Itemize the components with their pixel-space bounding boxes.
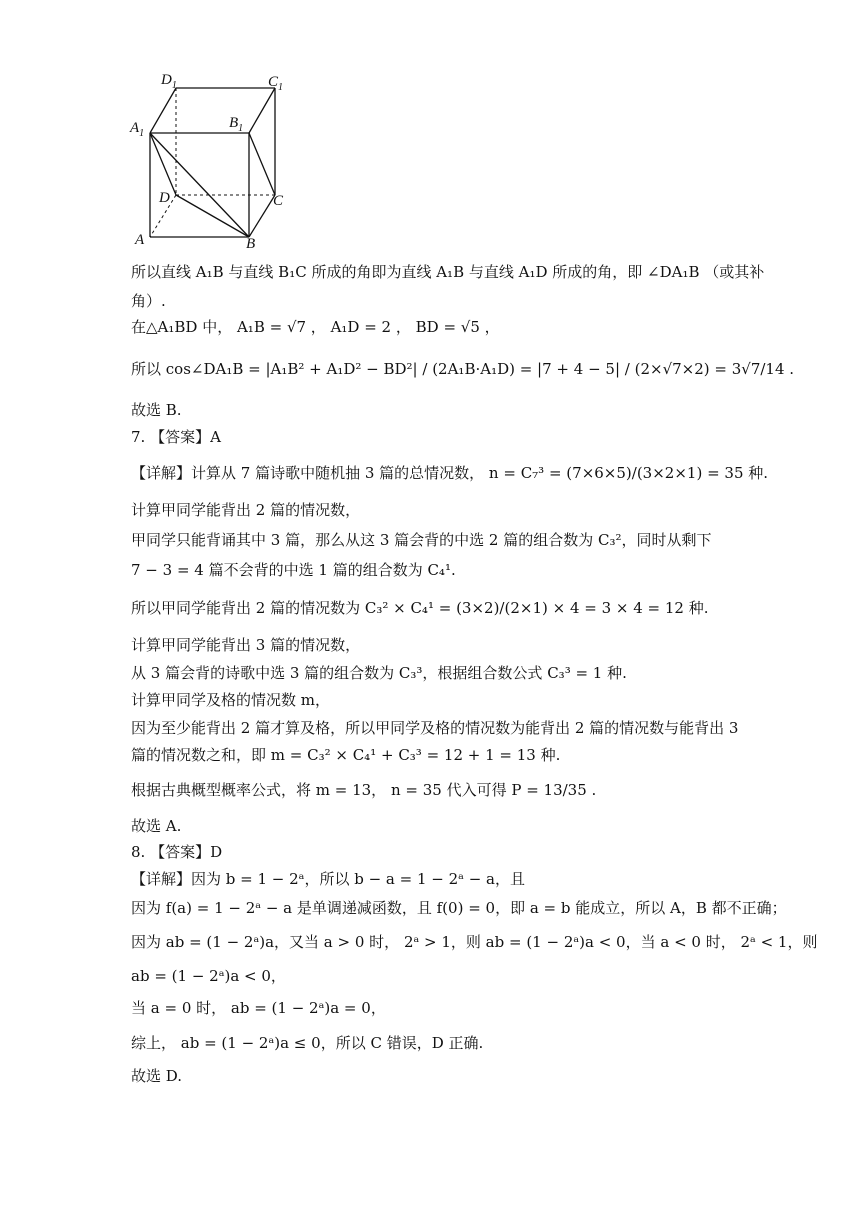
text-line-7: 【详解】计算从 7 篇诗歌中随机抽 3 篇的总情况数， n = C₇³ = (7×6×5)/(3×2×1) = 35 种. [131,464,769,482]
label-c1: $C_1$ [268,74,284,93]
edge-a1b [150,133,249,237]
text-line-8: 计算甲同学能背出 2 篇的情况数， [131,501,361,519]
edge-bc [249,195,275,237]
label-a: A [135,232,145,248]
text-line-21: 因为 f(a) = 1 − 2ᵃ − a 是单调递减函数，且 f(0) = 0，即 a = b 能成立，所以 A，B 都不正确； [131,899,787,917]
edge-d1a1 [150,88,176,133]
edge-b1c [249,133,275,195]
text-line-23: ab = (1 − 2ᵃ)a < 0， [131,967,286,985]
label-c: C [273,193,284,209]
text-line-13: 从 3 篇会背的诗歌中选 3 篇的组合数为 C₃³，根据组合数公式 C₃³ = 1 种. [131,664,627,682]
text-line-24: 当 a = 0 时， ab = (1 − 2ᵃ)a = 0， [131,999,386,1017]
answer-8-heading: 8. 【答案】D [131,843,223,861]
label-b1: $B_1$ [229,115,244,134]
edge-a1d [150,133,176,195]
text-line-25: 综上， ab = (1 − 2ᵃ)a ≤ 0，所以 C 错误，D 正确. [131,1034,484,1052]
text-line-22: 因为 ab = (1 − 2ᵃ)a，又当 a > 0 时， 2ᵃ > 1，则 ab = (1 − 2ᵃ)a < 0，当 a < 0 时， 2ᵃ < 1，则 [131,933,818,951]
answer-7-heading: 7. 【答案】A [131,428,221,446]
label-b: B [246,236,256,252]
label-d1: $D_1$ [161,72,177,91]
text-line-18: 故选 A. [131,817,182,835]
text-line-4: 所以 cos∠DA₁B = |A₁B² + A₁D² − BD²| / (2A₁B·A₁D) = |7 + 4 − 5| / (2×√7×2) = 3√7/14 . [131,360,795,378]
text-line-12: 计算甲同学能背出 3 篇的情况数， [131,636,361,654]
text-line-2: 角）. [131,292,166,310]
text-line-26: 故选 D. [131,1067,183,1085]
text-line-3: 在△A₁BD 中， A₁B = √7 ， A₁D = 2 ， BD = √5 ， [131,318,500,336]
label-a1: $A_1$ [130,120,145,139]
edge-c1b1 [249,88,275,133]
cube-figure [128,66,298,256]
text-line-16: 篇的情况数之和，即 m = C₃² × C₄¹ + C₃³ = 12 + 1 = 13 种. [131,746,561,764]
text-line-1: 所以直线 A₁B 与直线 B₁C 所成的角即为直线 A₁B 与直线 A₁D 所成的角，即 ∠DA₁B （或其补 [131,263,765,281]
text-line-5: 故选 B. [131,401,182,419]
text-line-10: 7 − 3 = 4 篇不会背的中选 1 篇的组合数为 C₄¹. [131,561,456,579]
text-line-11: 所以甲同学能背出 2 篇的情况数为 C₃² × C₄¹ = (3×2)/(2×1) × 4 = 3 × 4 = 12 种. [131,599,709,617]
label-d: D [159,190,170,206]
text-line-17: 根据古典概型概率公式，将 m = 13， n = 35 代入可得 P = 13/35 . [131,781,597,799]
edge-db [176,195,249,237]
text-line-9: 甲同学只能背诵其中 3 篇，那么从这 3 篇会背的中选 2 篇的组合数为 C₃²，同时从剩下 [131,531,712,549]
text-line-20: 【详解】因为 b = 1 − 2ᵃ，所以 b − a = 1 − 2ᵃ − a，且 [131,870,526,888]
text-line-14: 计算甲同学及格的情况数 m， [131,691,330,709]
text-line-15: 因为至少能背出 2 篇才算及格，所以甲同学及格的情况数为能背出 2 篇的情况数与能背出 3 [131,719,739,737]
